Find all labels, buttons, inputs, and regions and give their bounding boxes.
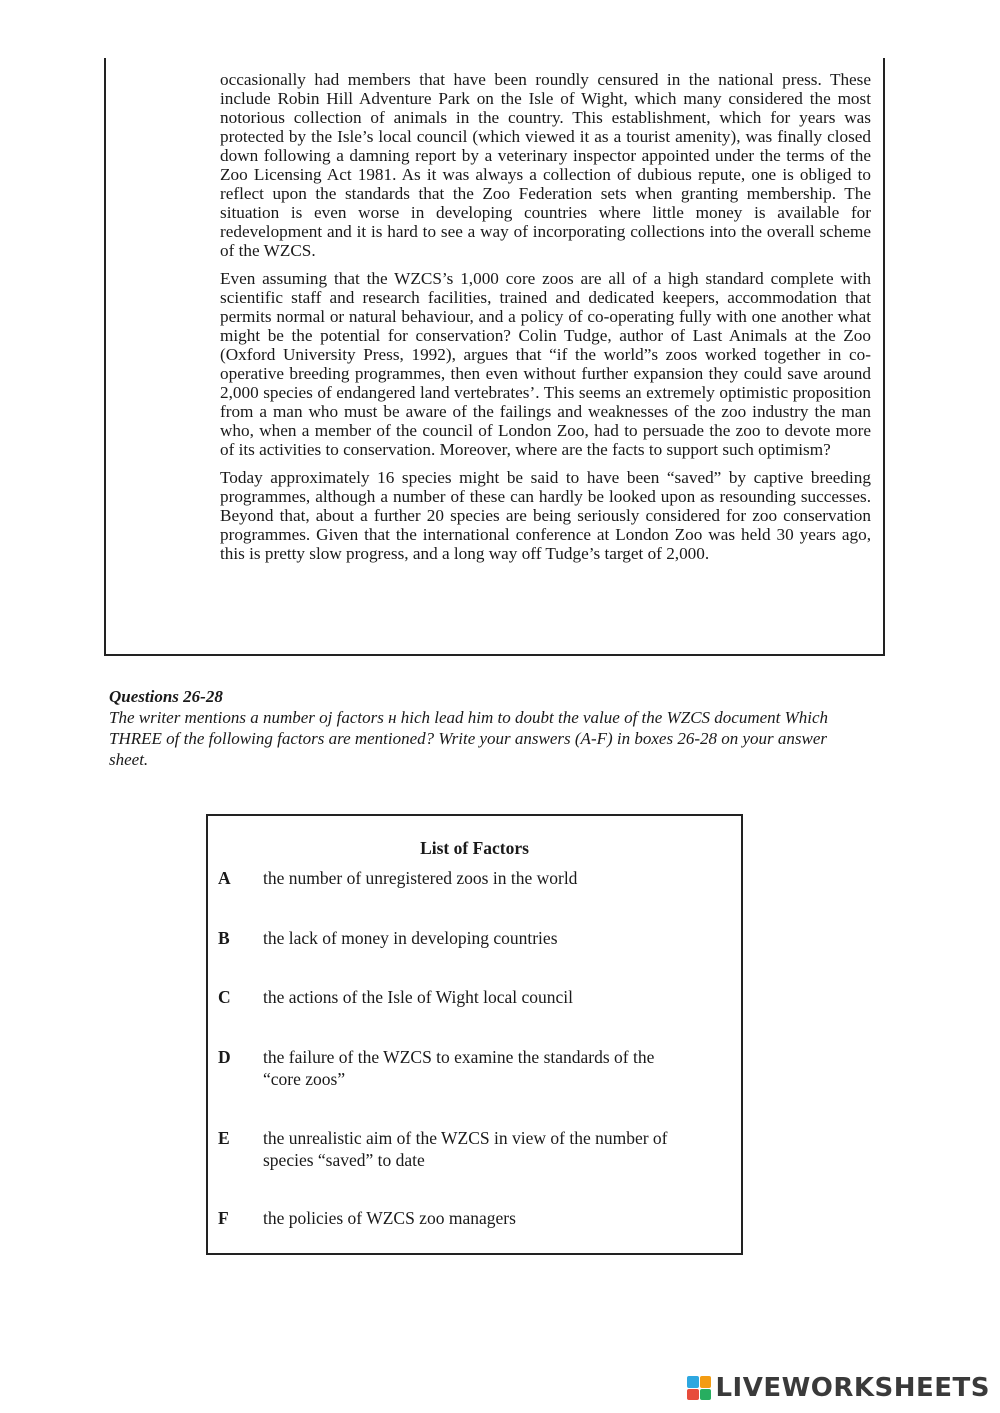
factor-letter: E [218, 1128, 230, 1148]
passage-paragraph-2: Even assuming that the WZCS’s 1,000 core zoos are all of a high standard complete with scientific staff and research facilities, trained and dedicated keepers, accommodation that permits normal or natural behaviour, and a policy of co-operating fully with one another what might be the potential for conservation? Colin Tudge, author of Last Animals at the Zoo (Oxford University Press, 1992), argues that “if the world”s zoos worked together in co-operative breeding programmes, then even without further expansion they could save around 2,000 species of endangered land vertebrates’. This seems an extremely optimistic proposition from a man who must be aware of the failings and weaknesses of the zoo industry the man who, when a member of the council of London Zoo, had to persuade the zoo to devote more of its activities to conservation. Moreover, where are the facts to support such optimism? [220, 269, 871, 459]
logo-square-icon [700, 1389, 712, 1401]
factors-title: List of Factors [420, 838, 529, 858]
liveworksheets-logo[interactable] [687, 1373, 990, 1403]
passage-paragraph-3: Today approximately 16 species might be said to have been “saved” by captive breeding programmes, although a number of these can hardly be looked upon as resounding successes. Beyond that, about a further 20 species are being seriously considered for zoo conservation programmes. Given that the international conference at London Zoo was held 30 years ago, this is pretty slow progress, and a long way off Tudge’s target of 2,000. [220, 468, 871, 563]
questions-instructions: The writer mentions a number oj factors н hich lead him to doubt the value of the WZCS document Which THREE of the following factors are mentioned? Write your answers (A-F) in boxes 26-28 on your answer sheet. [109, 708, 829, 769]
questions-section [109, 686, 829, 770]
factor-letter: D [218, 1047, 231, 1067]
factor-text: the actions of the Isle of Wight local council [263, 987, 573, 1007]
factor-text: the number of unregistered zoos in the world [263, 868, 578, 888]
logo-square-icon [700, 1376, 712, 1388]
factor-text: the failure of the WZCS to examine the standards of the “core zoos” [263, 1047, 655, 1089]
liveworksheets-logo-icon [687, 1376, 711, 1400]
factor-letter: C [218, 987, 231, 1007]
logo-text: LIVEWORKSHEETS [715, 1373, 990, 1403]
factor-letter: F [218, 1208, 229, 1228]
factor-text: the unrealistic aim of the WZCS in view of the number of species “saved” to date [263, 1128, 668, 1170]
factor-text: the policies of WZCS zoo managers [263, 1208, 516, 1228]
questions-heading: Questions 26-28 [109, 687, 223, 706]
factor-text: the lack of money in developing countries [263, 928, 558, 948]
factor-letter: B [218, 928, 230, 948]
logo-square-icon [687, 1376, 699, 1388]
reading-passage [220, 70, 871, 572]
factor-letter: A [218, 868, 231, 888]
list-of-factors-box [206, 814, 743, 1255]
passage-paragraph-1: occasionally had members that have been roundly censured in the national press. These include Robin Hill Adventure Park on the Isle of Wight, which many considered the most notorious collection of animals in the country. This establishment, which for years was protected by the Isle’s local council (which viewed it as a tourist amenity), was finally closed down following a damning report by a veterinary inspector appointed under the terms of the Zoo Licensing Act 1981. As it was always a collection of dubious repute, one is obliged to reflect upon the standards that the Zoo Federation sets when granting membership. The situation is even worse in developing countries where little money is available for redevelopment and it is hard to see a way of incorporating collections into the overall scheme of the WZCS. [220, 70, 871, 260]
logo-square-icon [687, 1389, 699, 1401]
